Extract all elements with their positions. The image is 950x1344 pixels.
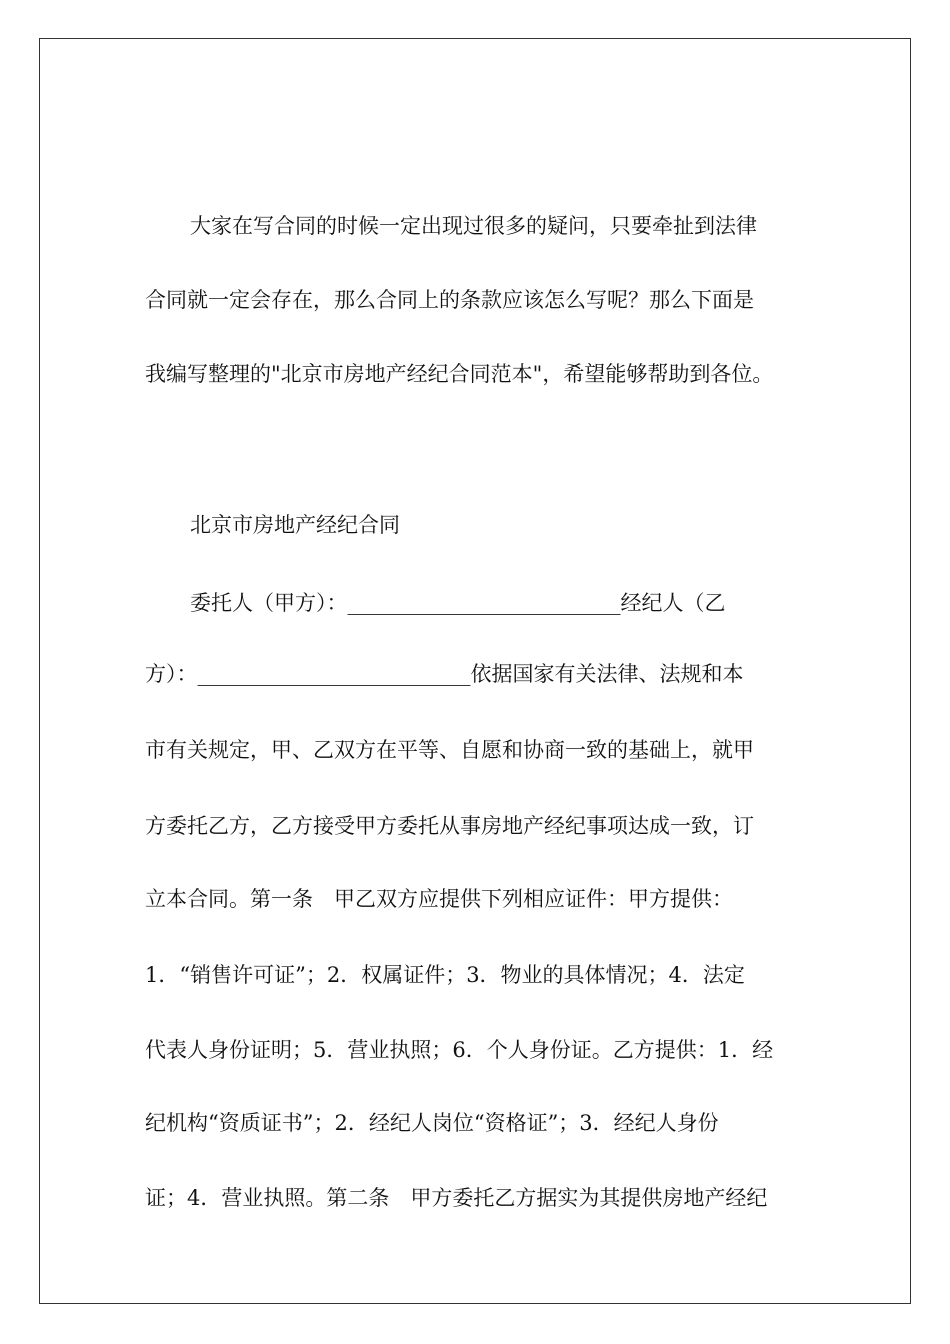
intro-line-3: 我编写整理的"北京市房地产经纪合同范本"，希望能够帮助到各位。 [145, 362, 774, 386]
intro-line-2: 合同就一定会存在，那么合同上的条款应该怎么写呢？那么下面是 [145, 288, 754, 312]
body-line-3: 市有关规定，甲、乙双方在平等、自愿和协商一致的基础上，就甲 [145, 738, 754, 762]
body-line-2: 方）：__________________________依据国家有关法律、法规和本 [145, 662, 744, 686]
intro-line-1: 大家在写合同的时候一定出现过很多的疑问，只要牵扯到法律 [190, 214, 757, 238]
contract-title: 北京市房地产经纪合同 [190, 513, 400, 537]
body-line-1: 委托人（甲方）：__________________________经纪人（乙 [190, 591, 726, 615]
body-line-9: 证；4．营业执照。第二条 甲方委托乙方据实为其提供房地产经纪 [145, 1186, 768, 1210]
body-line-4: 方委托乙方，乙方接受甲方委托从事房地产经纪事项达成一致，订 [145, 814, 754, 838]
body-line-8: 纪机构“资质证书”；2．经纪人岗位“资格证”；3．经纪人身份 [145, 1111, 719, 1135]
body-line-6: 1．“销售许可证”；2．权属证件；3．物业的具体情况；4．法定 [145, 963, 745, 987]
body-line-7: 代表人身份证明；5．营业执照；6．个人身份证。乙方提供：1．经 [145, 1038, 774, 1062]
body-line-5: 立本合同。第一条 甲乙双方应提供下列相应证件：甲方提供： [145, 887, 733, 911]
